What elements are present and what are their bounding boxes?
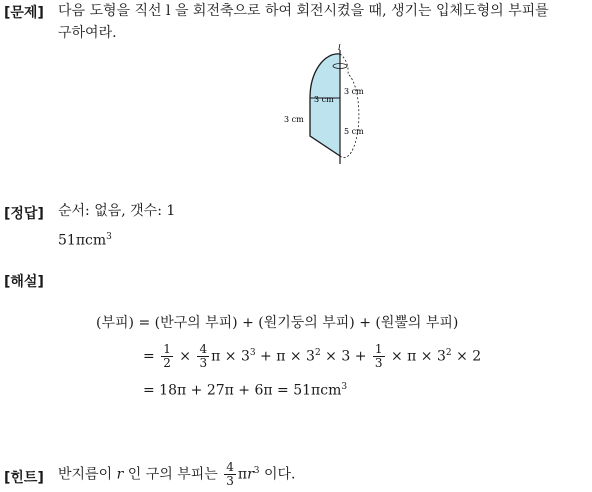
problem-line-1: 다음 도형을 직선 l 을 회전축으로 하여 회전시켰을 때, 생기는 입체도형의 부피를 bbox=[58, 3, 549, 19]
label-3cm-right: 3 cm bbox=[344, 87, 364, 96]
rotation-figure bbox=[282, 44, 382, 170]
eq2-eq: = bbox=[143, 348, 155, 365]
fraction-four-thirds: $\frac{4}{3}$ bbox=[199, 342, 208, 371]
hint-text: 반지름이 r 인 구의 부피는 $\frac{4}{3}$ $\pi r^3$ 이다. bbox=[58, 460, 296, 489]
equation-row-2: = $\frac{1}{2}$ × $\frac{4}{3}$ $\pi \times 3^3 + \pi \times 3^2 \times 3$ + $\frac{1}{3}$ × $\pi \times 3^2 \times 2$ bbox=[143, 342, 482, 371]
fraction-one-third: $\frac{1}{3}$ bbox=[374, 342, 383, 371]
axis-label: l bbox=[338, 44, 341, 53]
hint-pre: 반지름이 bbox=[58, 466, 113, 483]
label-3cm-left: 3 cm bbox=[284, 115, 304, 124]
answer-tag: [정답] bbox=[4, 206, 44, 222]
equation-row-3: = 18π + 27π + 6π = 51πcm$^3$ bbox=[143, 382, 348, 399]
label-5cm: 5 cm bbox=[344, 127, 364, 136]
problem-tag: [문제] bbox=[4, 5, 44, 21]
hint-post: 이다. bbox=[263, 466, 296, 483]
eq1-eq: = bbox=[138, 315, 151, 331]
answer-value: 51πcm$^3$ bbox=[58, 232, 112, 249]
fraction-four-thirds-hint: $\frac{4}{3}$ bbox=[226, 460, 234, 489]
shape-fill bbox=[310, 54, 340, 156]
eq1-lhs: (부피) bbox=[96, 315, 134, 331]
hint-var: r bbox=[116, 466, 124, 483]
eq1-rhs: (반구의 부피) + (원기둥의 부피) + (원뿔의 부피) bbox=[154, 315, 459, 331]
dashed-arc bbox=[340, 54, 359, 158]
fraction-one-half: $\frac{1}{2}$ bbox=[163, 342, 171, 371]
label-3cm-mid: 3 cm bbox=[314, 95, 334, 104]
problem-text bbox=[58, 0, 590, 44]
hint-tag: [힌트] bbox=[4, 470, 44, 486]
equation-row-1 bbox=[96, 312, 458, 332]
eq3-text: = 18π + 27π + 6π = 51πcm bbox=[143, 382, 342, 399]
problem-line-2: 구하여라. bbox=[58, 25, 117, 41]
explanation-tag: [해설] bbox=[4, 274, 44, 290]
answer-line-1: 순서: 없음, 갯수: 1 bbox=[58, 203, 176, 219]
hint-mid: 인 구의 부피는 bbox=[127, 466, 218, 483]
answer-value-text: 51πcm bbox=[58, 232, 107, 249]
